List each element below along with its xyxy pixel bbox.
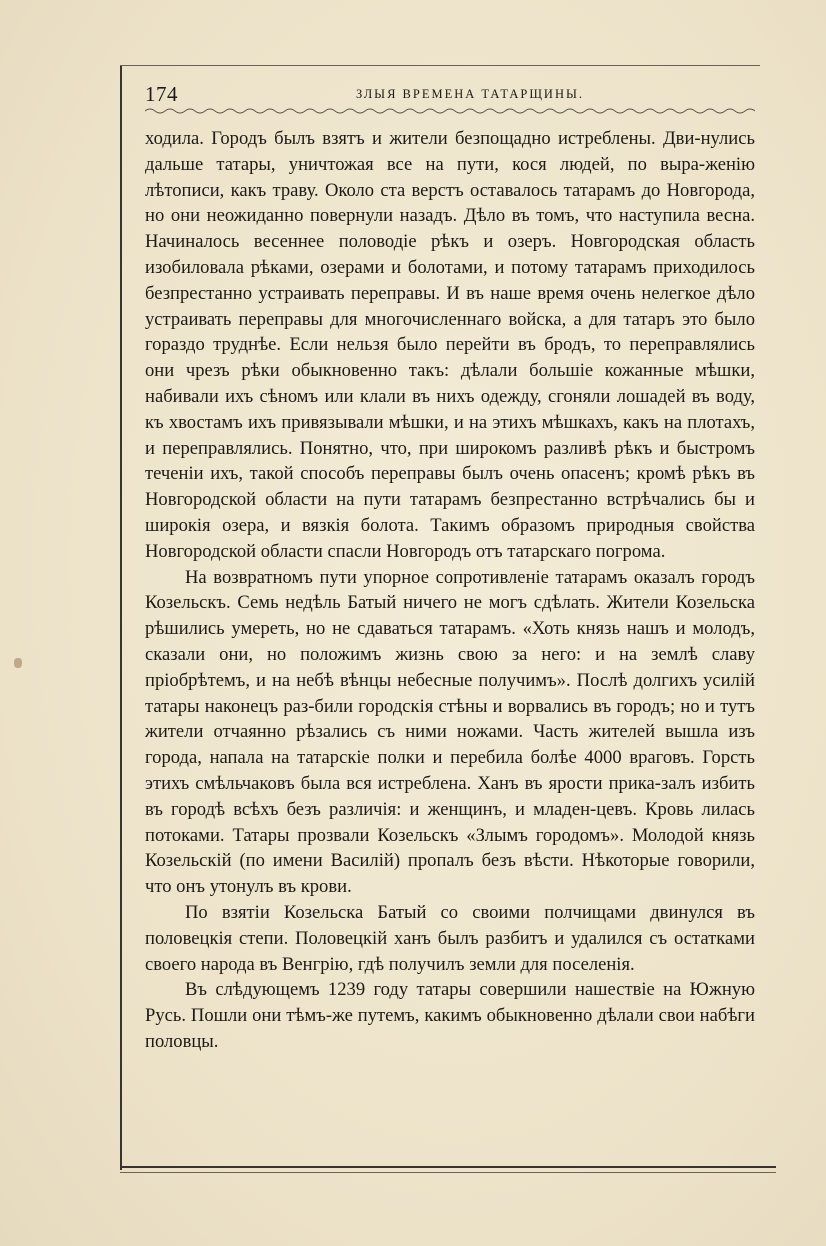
paragraph-2: На возвратномъ пути упорное сопротивленіе татарамъ оказалъ городъ Козельскъ. Семь недѣль Батый ничего не могъ сдѣлать. Жители Козельска рѣшились умереть, но не сдаваться татарамъ. «Хоть князь нашъ и молодъ, сказали они, но положимъ жизнь свою за него: и на землѣ славу пріобрѣтемъ, и на небѣ вѣнцы небесные получимъ». Послѣ долгихъ усилій татары наконецъ раз-били городскія стѣны и ворвались въ городъ; но и тутъ жители отчаянно рѣзались съ ними ножами. Часть жителей вышла изъ города, напала на татарскіе полки и перебила болѣе 4000 враговъ. Горсть этихъ смѣльчаковъ была вся истреблена. Ханъ въ ярости прика-залъ избить въ городѣ всѣхъ безъ различія: и женщинъ, и младен-цевъ. Кровь лилась потоками. Татары прозвали Козельскъ «Злымъ городомъ». Молодой князь Козельскій (по имени Василій) пропалъ безъ вѣсти. Нѣкоторые говорили, что онъ утонулъ въ крови. [145,566,755,898]
left-rule [120,65,122,1170]
paragraph-3: По взятіи Козельска Батый со своими полчищами двинулся въ половецкія степи. Половецкій ханъ былъ разбитъ и удалился съ остатками своего народа въ Венгрію, гдѣ получилъ земли для поселенія. [145,901,755,975]
bottom-rule [120,1166,776,1168]
top-rule [120,65,760,66]
ink-smudge [14,658,22,668]
page-number: 174 [145,82,178,106]
page-header [145,80,755,106]
bottom-rule-thin [120,1172,776,1173]
paragraph-1: ходила. Городъ былъ взятъ и жители безпощадно истреблены. Дви-нулись дальше татары, уничтожая все на пути, кося людей, по выра-женію лѣтописи, какъ траву. Около ста верстъ оставалось татарамъ до Новгорода, но они неожиданно повернули назадъ. Дѣло въ томъ, что наступила весна. Начиналось весеннее половодіе рѣкъ и озеръ. Новгородская область изобиловала рѣками, озерами и болотами, и потому татарамъ приходилось безпрестанно устраивать переправы. И въ наше время очень нелегкое дѣло устраивать переправы для многочисленнаго войска, а для татаръ это было гораздо труднѣе. Если нельзя было перейти въ бродъ, то переправлялись они чрезъ рѣки обыкновенно такъ: дѣлали большіе кожанные мѣшки, набивали ихъ сѣномъ или клали въ нихъ одежду, сгоняли лошадей въ воду, къ хвостамъ ихъ привязывали мѣшки, и на этихъ мѣшкахъ, какъ на плотахъ, и переправлялись. Понятно, что, при широкомъ разливѣ рѣкъ и быстромъ теченіи ихъ, такой способъ переправы былъ очень опасенъ; кромѣ рѣкъ въ Новгородской области на пути татарамъ безпрестанно встрѣчались бы и широкія озера, и вязкія болота. Такимъ образомъ природныя свойства Новгородской области спасли Новгородъ отъ татарскаго погрома. [145,128,755,562]
paragraph-4: Въ слѣдующемъ 1239 году татары совершили нашествіе на Южную Русь. Пошли они тѣмъ-же путемъ, какимъ обыкновенно дѣлали свои набѣги половцы. [145,979,755,1052]
body-text [145,126,755,1055]
running-title: ЗЛЫЯ ВРЕМЕНА ТАТАРЩИНЫ. [355,87,585,101]
wavy-ornament-rule [145,106,755,116]
